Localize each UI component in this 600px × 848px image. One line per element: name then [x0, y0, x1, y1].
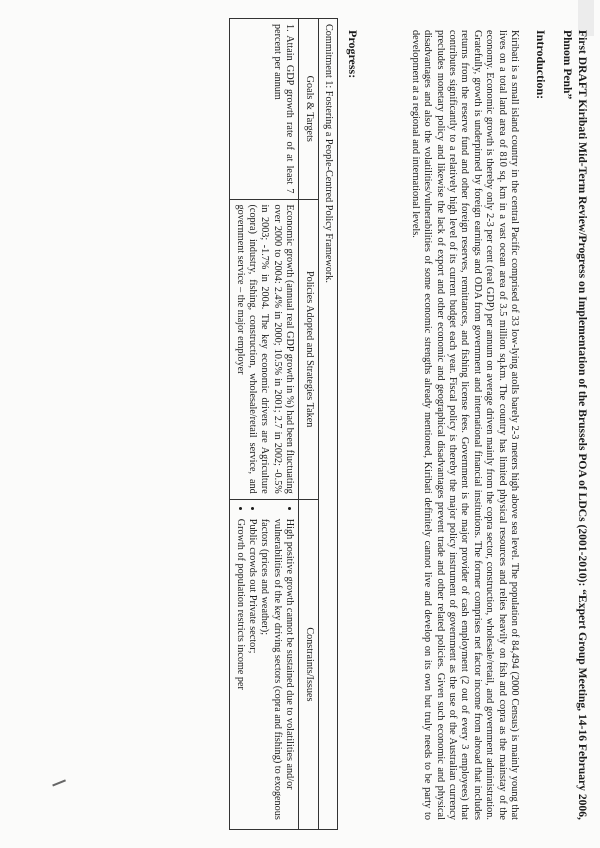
- constraints-list: [233, 505, 295, 824]
- constraints-cell: [230, 499, 299, 829]
- goal-text: 1. Attain GDP growth rate of at least 7 percent per annum: [271, 24, 296, 194]
- document-title: First DRAFT Kiribati Mid-Term Review/Progress on Implementation of the Brussels POA of LDCs (2001-2010): “Expert Group Meeting, 14-16 February 2006, Phnom Penh”: [561, 30, 589, 820]
- commitment-title: Commitment 1: Fostering a People-Centred Policy Framework.: [318, 19, 337, 830]
- policy-cell: [230, 199, 299, 499]
- table-row: [230, 19, 299, 830]
- header-constraints: Constraints/Issues: [299, 499, 318, 829]
- commitment-table: [229, 18, 338, 830]
- table-header-row: [299, 19, 318, 830]
- policy-text: Economic growth (annual real GDP growth in %) had been fluctuating over 2000 to 2004: 2.4% in 2000; 10.5% in 2001; 2.7 in 2002; -0.5% in 2003; -1.7% in 2004. The key economic drivers are Agriculture (copra) industry, fishing, construction, wholesale/retail service, and government service – the major employer: [234, 204, 296, 494]
- constraint-item: • High positive growth cannot be sustained due to volatilities and/or vulnerabilities of the key driving sectors (copra and fishing) to exogenous factors (prices and weather);: [258, 519, 295, 824]
- constraint-item: • Growth of population restricts income per: [233, 519, 245, 824]
- header-policies: Policies Adopted and Strategies Taken: [299, 199, 318, 499]
- progress-heading: Progress:: [346, 30, 360, 79]
- introduction-heading: Introduction:: [534, 30, 548, 100]
- commitment-row: [318, 19, 337, 830]
- goal-cell: [230, 19, 299, 200]
- header-goals: Goals & Targets: [299, 19, 318, 200]
- constraint-item: • Public crowds out Private sector;: [246, 519, 258, 824]
- introduction-paragraph: Kiribati is a small island country in the central Pacific comprised of 33 low-lying atolls barely 2-3 meters high above sea level. The population of 84,494 (2000 Census) is mainly young that lives on a total land area of 810 sq. km in a vast ocean area of 3.5 million sq.km. The country has limited physical resources and relies heavily on fish and copra as the mainstay of the economy. Economic growth is thereby only 2-3 per cent (real GDP) per annum on average driven mainly from the copra sector, construction, wholesale/retail, and government administration. Gratefully, growth is underpinned by foreign earnings and ODA from government and international financial institutions. The former comprises net factor income from abroad that includes returns from the reserve fund and other foreign reserves, remittances, and fishing license fees. Government is the major provider of cash employment (2 out of every 3 employees) that contributes significantly to a relatively high level of its current budget each year. Fiscal policy is thereby the major policy instrument of government as the use of the Australian currency precludes monetary policy and likewise the lack of export and other economic and geographical disadvantages prevent trade and other related policies. Given such economic and physical disadvantages and also the volatilities/vulnerabilities of some economic strengths already mentioned, Kiribati definitely cannot live and develop on its own but truly needs to be party to development at a regional and international levels.: [409, 30, 520, 820]
